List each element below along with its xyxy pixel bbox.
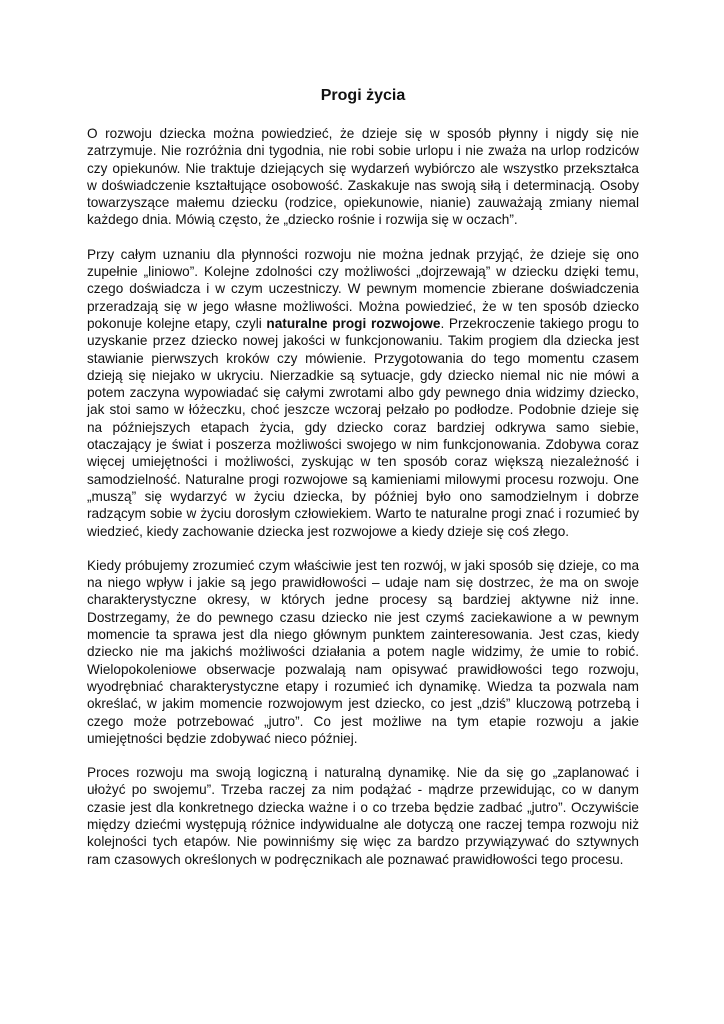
paragraph-1: O rozwoju dziecka można powiedzieć, że dzieje się w sposób płynny i nigdy się nie zatrzymuje. Nie rozróżnia dni tygodnia, nie robi sobie urlopu i nie zważa na urlop rodziców czy opiekunów. Nie traktuje dziejących się wydarzeń wybiórczo ale wszystko przekształca w doświadczenie kształtujące osobowość. Zaskakuje nas swoją siłą i determinacją. Osoby towarzyszące małemu dziecku (rodzice, opiekunowie, nianie) zauważają zmiany niemal każdego dnia. Mówią często, że „dziecko rośnie i rozwija się w oczach”. [87, 126, 639, 228]
paragraph-3: Kiedy próbujemy zrozumieć czym właściwie jest ten rozwój, w jaki sposób się dzieje, co ma na niego wpływ i jakie są jego prawidłowości – udaje nam się dostrzec, że ma on swoje charakterystyczne okresy, w których jedne procesy są bardziej aktywne niż inne. Dostrzegamy, że do pewnego czasu dziecko nie jest czymś zaciekawione a w pewnym momencie ta sprawa jest dla niego głównym punktem zainteresowania. Jest czas, kiedy dziecko nie ma jakichś możliwości działania a potem nagle widzimy, że umie to robić. Wielopokoleniowe obserwacje pozwalają nam opisywać prawidłowości tego rozwoju, wyodrębniać charakterystyczne etapy i rozumieć ich dynamikę. Wiedza ta pozwala nam określać, w jakim momencie rozwojowym jest dziecko, co jest „dziś” kluczową potrzebą i czego może potrzebować „jutro”. Co jest możliwe na tym etapie rozwoju a jakie umiejętności będzie zdobywać nieco później. [87, 557, 639, 746]
paragraph-2 [87, 246, 639, 540]
paragraph-4: Proces rozwoju ma swoją logiczną i naturalną dynamikę. Nie da się go „zaplanować i ułożyć po swojemu”. Trzeba raczej za nim podążać - mądrze przewidując, co w danym czasie jest dla konkretnego dziecka ważne i o co trzeba będzie zadbać „jutro”. Oczywiście między dziećmi występują różnice indywidualne ale dotyczą one raczej tempa rozwoju niż kolejności tych etapów. Nie powinniśmy się więc za bardzo przywiązywać do sztywnych ram czasowych określonych w podręcznikach ale poznawać prawidłowości tego procesu. [87, 765, 639, 867]
paragraph-2-lead: Przy całym uznaniu dla płynności rozwoju nie można jednak przyjąć, że dzieje się ono zupełnie „liniowo”. Kolejne zdolności czy możliwości „dojrzewają” w dziecku dzięki temu, czego doświadcza i w czym uczestniczy. W pewnym momencie zbierane doświadczenia przeradzają się w jego własne możliwości. Można powiedzieć, że w ten sposób dziecko pokonuje kolejne etapy, czyli [87, 246, 639, 331]
page-title: Progi życia [320, 87, 406, 104]
paragraph-2-emphasis: naturalne progi rozwojowe [266, 315, 441, 331]
paragraph-2-rest: . Przekroczenie takiego progu to uzyskanie przez dziecko nowej jakości w funkcjonowaniu. Takim progiem dla dziecka jest stawianie pierwszych kroków czy mówienie. Przygotowania do tego momentu czasem dzieją się niejako w ukryciu. Nierzadkie są sytuacje, gdy dziecko niemal nic nie mówi a potem zaczyna wypowiadać się całymi zwrotami albo gdy pewnego dnia widzimy dziecko, jak stoi samo w łóżeczku, choć jeszcze wczoraj pełzało po podłodze. Podobnie dzieje się na późniejszych etapach życia, gdy dziecko coraz bardziej odkrywa samo siebie, otaczający je świat i poszerza możliwości swojego w nim funkcjonowania. Zdobywa coraz więcej umiejętności i możliwości, zyskując w ten sposób coraz większą niezależność i samodzielność. Naturalne progi rozwojowe są kamieniami milowymi procesu rozwoju. One „muszą” się wydarzyć w życiu dziecka, by później było ono samodzielnym i dobrze radzącym sobie w życiu dorosłym człowiekiem. Warto te naturalne progi znać i rozumieć by wiedzieć, kiedy zachowanie dziecka jest rozwojowe a kiedy dzieje się coś złego. [87, 315, 639, 539]
